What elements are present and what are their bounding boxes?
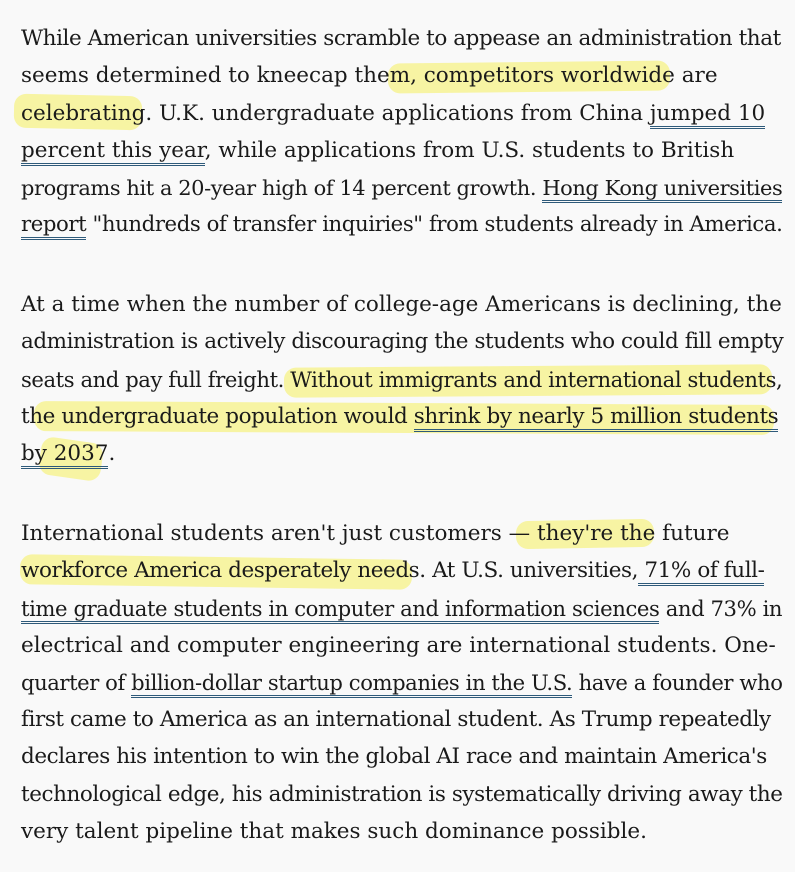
link-71-percent-graduate-students-cont[interactable]: time graduate students in computer and information sciences — [21, 596, 659, 624]
text-run: International students aren't just customers — they're the future — [21, 521, 730, 546]
text-line — [21, 556, 764, 586]
text-line — [21, 61, 718, 91]
highlighted-text: celebrating. — [21, 101, 153, 126]
text-line — [21, 817, 647, 847]
text-run: have a founder who — [572, 670, 783, 695]
text-line — [21, 327, 783, 357]
text-line — [21, 780, 783, 810]
text-run: declares his intention to win the global AI race and maintain America's — [21, 744, 767, 769]
text-run: At a time when the number of college-age Americans is declining, the — [21, 292, 782, 317]
text-run: While American universities scramble to appease an administration that — [21, 26, 781, 51]
link-71-percent-graduate-students[interactable]: 71% of full- — [638, 558, 764, 586]
text-line — [21, 705, 771, 735]
text-run: technological edge, his administration is systematically driving away the — [21, 782, 783, 807]
text-run: , while applications from U.S. students to British — [204, 138, 735, 163]
highlighted-text: Without immigrants and international students, — [290, 367, 783, 392]
text-line — [21, 402, 778, 432]
text-run: seems determined to kneecap them, — [21, 63, 424, 88]
text-run: and 73% in — [659, 596, 783, 621]
text-line — [21, 290, 782, 320]
text-line — [21, 173, 782, 203]
link-jumped-10-percent-cont[interactable]: percent this year — [21, 138, 205, 166]
text-run: U.K. undergraduate applications from China — [152, 101, 650, 126]
link-jumped-10-percent[interactable]: jumped 10 — [650, 101, 765, 129]
text-run: administration is actively discouraging the students who could fill empty — [21, 329, 784, 354]
text-line — [21, 519, 729, 549]
text-run: "hundreds of transfer inquiries" from students already in America. — [86, 212, 783, 237]
text-run: first came to America as an international student. As Trump repeatedly — [21, 707, 771, 732]
text-line — [21, 99, 765, 129]
text-run: quarter of — [21, 670, 132, 695]
text-run: the undergraduate population would — [21, 404, 414, 429]
link-hong-kong-universities-cont[interactable]: report — [21, 212, 86, 240]
highlighted-text: competitors worldwide are — [423, 63, 718, 88]
text-line — [21, 668, 782, 698]
text-run: electrical and computer engineering are international students. One- — [21, 633, 776, 658]
text-run: seats and pay full freight. — [21, 367, 291, 392]
highlighted-text: workforce America desperately needs — [21, 558, 420, 583]
link-billion-dollar-startups[interactable]: billion-dollar startup companies in the U.S. — [131, 670, 572, 698]
link-shrink-by-5-million[interactable]: shrink by nearly 5 million students — [414, 404, 779, 432]
text-line — [21, 136, 734, 166]
text-line — [21, 594, 782, 624]
text-run: programs hit a 20-year high of 14 percent growth. — [21, 176, 543, 200]
text-run: . At U.S. universities, — [419, 558, 639, 583]
text-line — [21, 24, 781, 54]
text-line — [21, 210, 782, 240]
text-run: very talent pipeline that makes such dominance possible. — [21, 819, 647, 844]
text-run: . — [108, 441, 116, 466]
text-line — [21, 742, 767, 772]
link-hong-kong-universities[interactable]: Hong Kong universities — [542, 176, 782, 203]
text-line — [21, 365, 782, 395]
text-line — [21, 439, 115, 469]
link-shrink-by-5-million-cont[interactable]: by 2037 — [21, 441, 108, 469]
text-line — [21, 631, 776, 661]
